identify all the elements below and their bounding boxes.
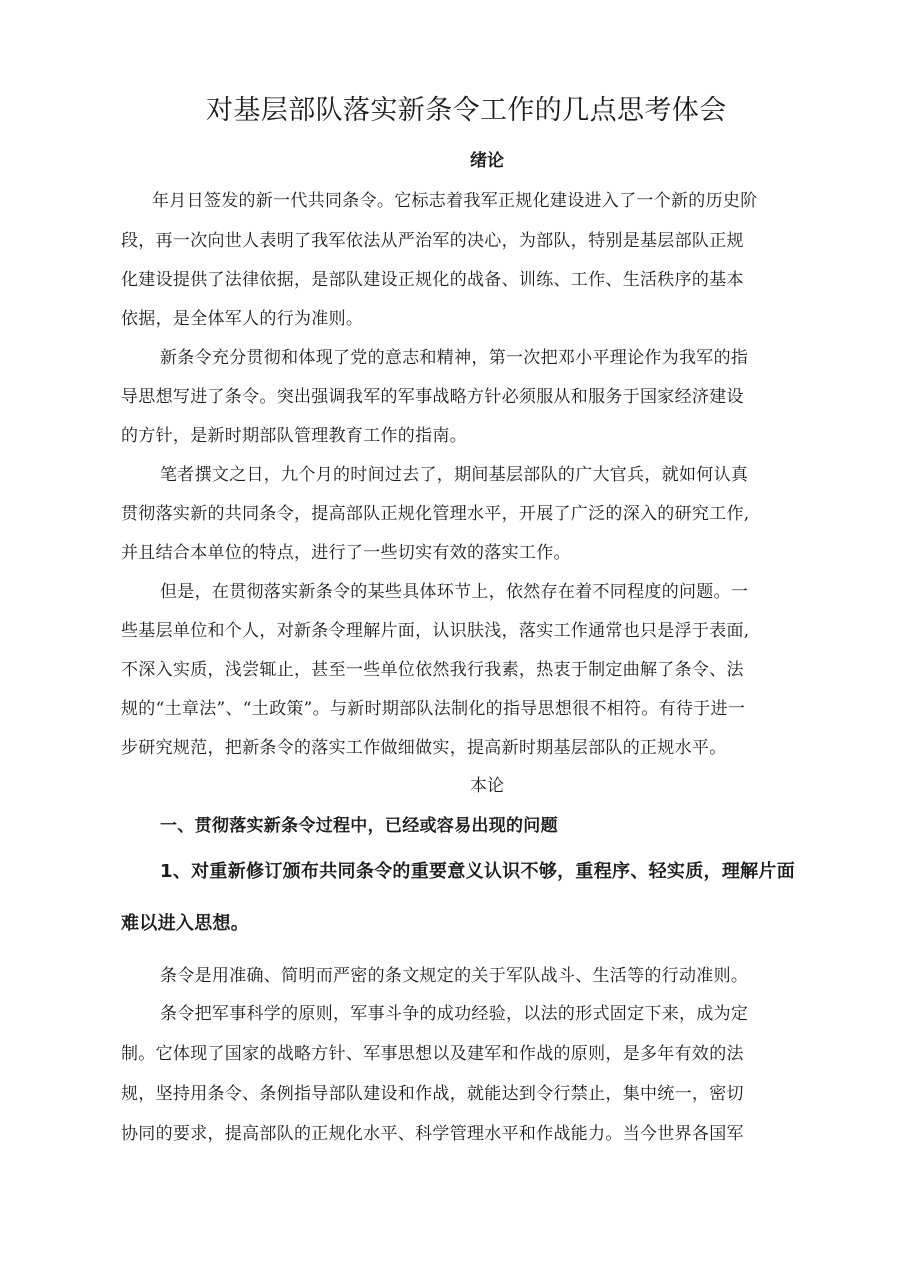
paragraph-line: 条令把军事科学的原则，军事斗争的成功经验，以法的形式固定下来，成为定 — [160, 1004, 749, 1024]
subsection-heading: 难以进入思想。 — [121, 913, 250, 934]
paragraph-line: 协同的要求，提高部队的正规化水平、科学管理水平和作战能力。当今世界各国军 — [121, 1124, 744, 1144]
paragraph-line: 贯彻落实新的共同条令，提高部队正规化管理水平，开展了广泛的深入的研究工作, — [121, 504, 750, 524]
paragraph-line: 步研究规范，把新条令的落实工作做细做实，提高新时期基层部队的正规水平。 — [121, 738, 727, 758]
paragraph-line: 导思想写进了条令。突出强调我军的军事战略方针必须服从和服务于国家经济建设 — [121, 387, 744, 407]
paragraph-line: 规的“土章法”、“土政策”。与新时期部队法制化的指导思想很不相符。有待于进一 — [121, 699, 746, 719]
paragraph-line: 制。它体现了国家的战略方针、军事思想以及建军和作战的原则，是多年有效的法 — [121, 1044, 744, 1064]
paragraph-line: 不深入实质，浅尝辄止，甚至一些单位依然我行我素，热衷于制定曲解了条令、法 — [121, 660, 744, 680]
subsection-heading: 1、对重新修订颁布共同条令的重要意义认识不够，重程序、轻实质，理解片面 — [160, 861, 796, 882]
paragraph-line: 但是，在贯彻落实新条令的某些具体环节上，依然存在着不同程度的问题。一 — [160, 582, 749, 602]
section-heading: 一、贯彻落实新条令过程中，已经或容易出现的问题 — [160, 816, 558, 836]
paragraph-line: 段，再一次向世人表明了我军依法从严治军的决心，为部队，特别是基层部队正规 — [121, 231, 744, 251]
paragraph-line: 年月日签发的新一代共同条令。它标志着我军正规化建设进入了一个新的历史阶 — [152, 191, 758, 211]
document-title: 对基层部队落实新条令工作的几点思考体会 — [206, 95, 727, 126]
paragraph-line: 化建设提供了法律依据，是部队建设正规化的战备、训练、工作、生活秩序的基本 — [121, 270, 744, 290]
paragraph-line: 条令是用准确、简明而严密的条文规定的关于军队战斗、生活等的行动准则。 — [160, 966, 749, 986]
paragraph-line: 些基层单位和个人，对新条令理解片面，认识肤浅，落实工作通常也只是浮于表面, — [121, 621, 750, 641]
body-heading: 本论 — [470, 776, 504, 796]
paragraph-line: 新条令充分贯彻和体现了党的意志和精神，第一次把邓小平理论作为我军的指 — [160, 348, 749, 368]
paragraph-line: 笔者撰文之日，九个月的时间过去了，期间基层部队的广大官兵，就如何认真 — [160, 465, 749, 485]
paragraph-line: 的方针，是新时期部队管理教育工作的指南。 — [121, 426, 467, 446]
paragraph-line: 依据，是全体军人的行为准则。 — [121, 309, 364, 329]
intro-heading: 绪论 — [470, 151, 504, 171]
paragraph-line: 并且结合本单位的特点，进行了一些切实有效的落实工作。 — [121, 543, 571, 563]
paragraph-line: 规，坚持用条令、条例指导部队建设和作战，就能达到令行禁止，集中统一，密切 — [121, 1084, 744, 1104]
